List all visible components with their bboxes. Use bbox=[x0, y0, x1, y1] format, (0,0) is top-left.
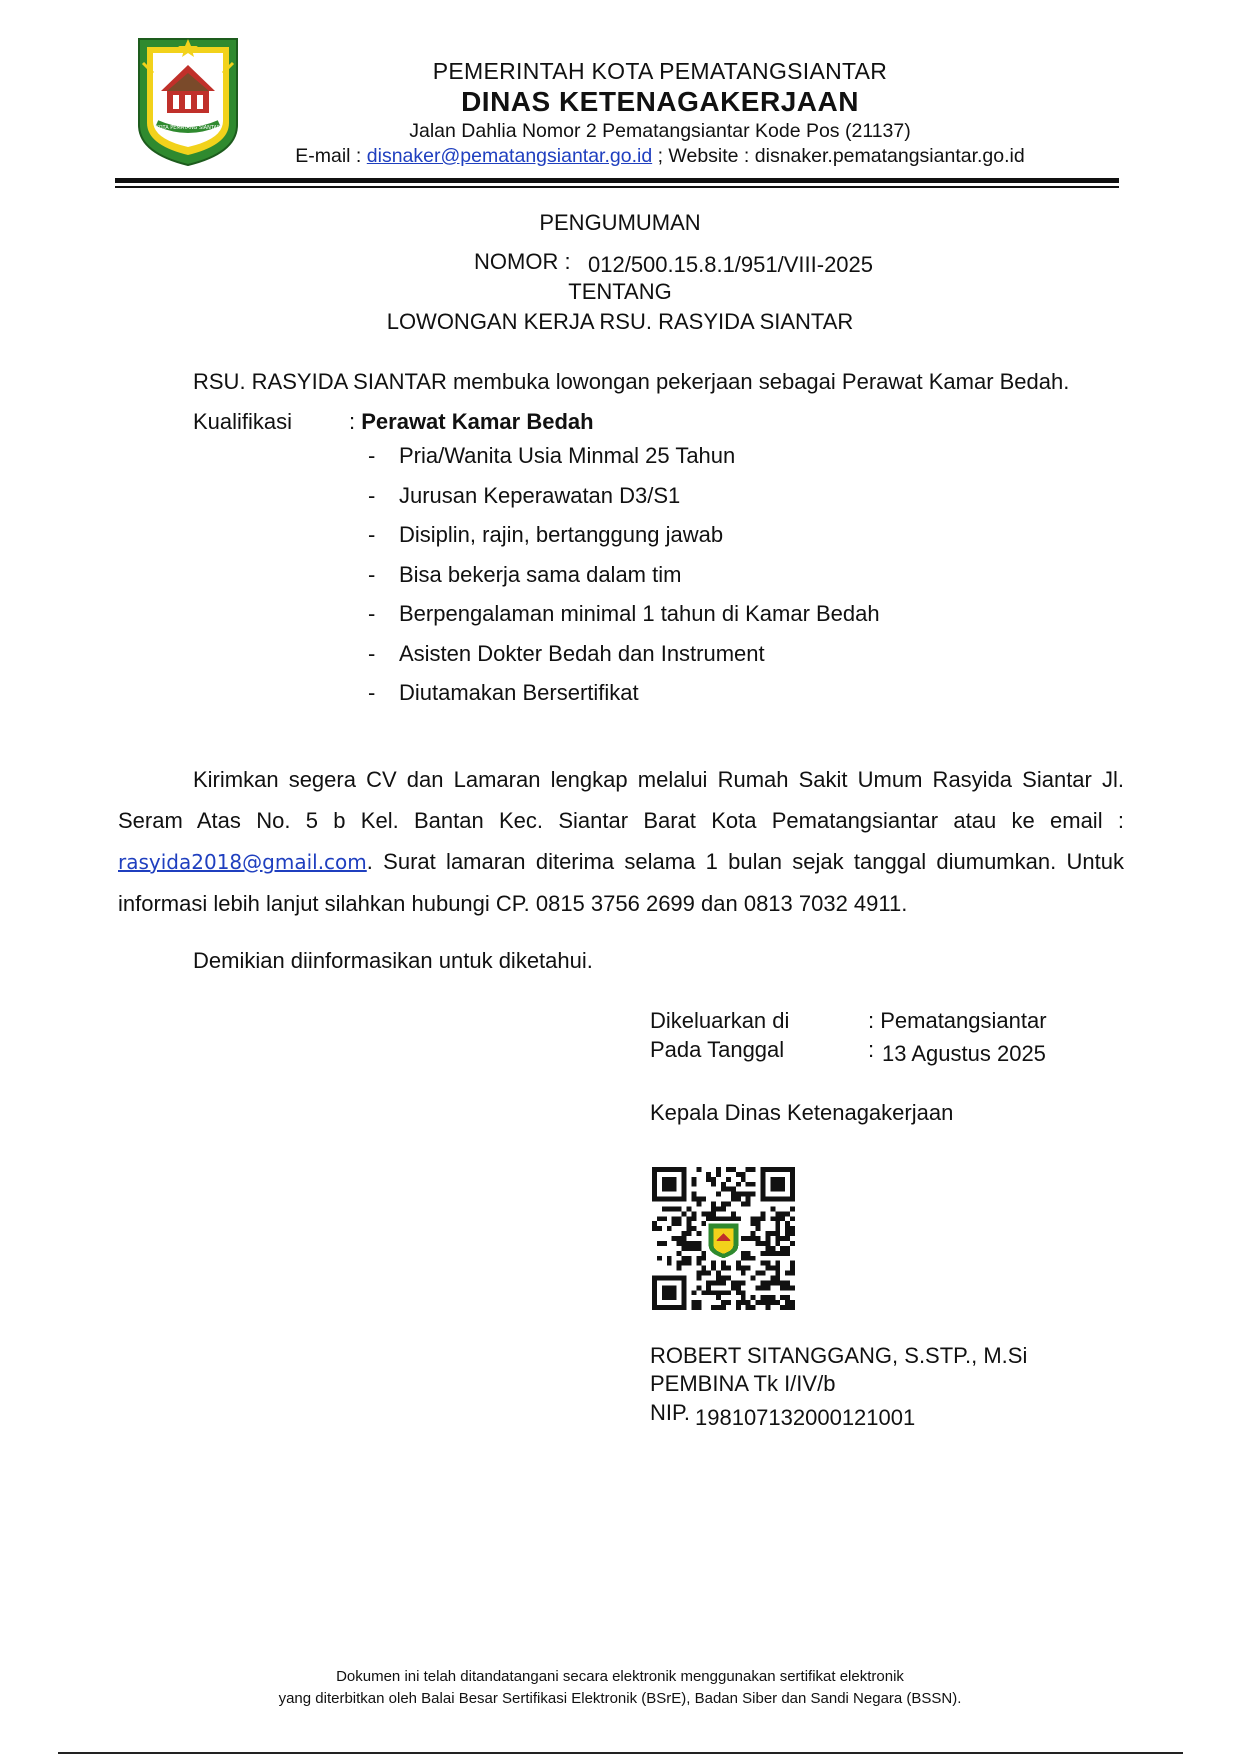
website-text: ; Website : disnaker.pematangsiantar.go.id bbox=[657, 145, 1025, 167]
date-colon: : bbox=[868, 1037, 875, 1062]
bullet-dash: - bbox=[368, 443, 376, 468]
signatory-nip: 198107132000121001 bbox=[695, 1405, 916, 1430]
bullet-dash: - bbox=[368, 482, 376, 508]
agency-address: Jalan Dahlia Nomor 2 Pematangsiantar Kode Pos (21137) bbox=[409, 120, 911, 142]
application-email-link[interactable]: rasyida2018@gmail.com bbox=[118, 850, 367, 874]
list-item bbox=[368, 483, 880, 523]
list-item bbox=[368, 641, 880, 681]
instructions-part1: Kirimkan segera CV dan Lamaran lengkap melalui Rumah Sakit Umum Rasyida Siantar Jl. Seram Atas No. 5 b Kel. Bantan Kec. Siantar Barat Kota Pematangsiantar atau ke email : bbox=[118, 767, 1124, 833]
bullet-dash: - bbox=[368, 522, 376, 547]
issued-at-label: Dikeluarkan di bbox=[650, 1008, 790, 1033]
issued-at-value: : Pematangsiantar bbox=[868, 1008, 1047, 1033]
contact-line bbox=[200, 145, 1120, 168]
requirement-text: Berpengalaman minimal 1 tahun di Kamar Bedah bbox=[399, 601, 880, 626]
list-item bbox=[368, 443, 880, 483]
list-item bbox=[368, 601, 880, 641]
list-item bbox=[368, 562, 880, 602]
signatory-rank: PEMBINA Tk I/IV/b bbox=[650, 1371, 836, 1396]
date-label: Pada Tanggal bbox=[650, 1037, 785, 1062]
issue-date: 13 Agustus 2025 bbox=[882, 1041, 1046, 1066]
bullet-dash: - bbox=[368, 680, 376, 705]
opening-sentence: RSU. RASYIDA SIANTAR membuka lowongan pekerjaan sebagai Perawat Kamar Bedah. bbox=[193, 369, 1070, 394]
bullet-dash: - bbox=[368, 601, 376, 626]
qualification-colon: : bbox=[349, 409, 362, 434]
qualification-value bbox=[349, 409, 594, 435]
signature-qr-code bbox=[652, 1167, 795, 1310]
agency-email-link[interactable]: disnaker@pematangsiantar.go.id bbox=[366, 145, 653, 167]
position-title: Perawat Kamar Bedah bbox=[361, 409, 594, 434]
footer-rule bbox=[58, 1752, 1183, 1754]
requirements-list bbox=[368, 443, 880, 720]
application-instructions bbox=[118, 759, 1124, 924]
list-item bbox=[368, 522, 880, 562]
bullet-dash: - bbox=[368, 561, 376, 587]
bullet-dash: - bbox=[368, 640, 376, 666]
closing-sentence: Demikian diinformasikan untuk diketahui. bbox=[193, 948, 593, 973]
requirement-text: Jurusan Keperawatan D3/S1 bbox=[399, 482, 681, 508]
announcement-title: PENGUMUMAN bbox=[539, 210, 701, 235]
number-label: NOMOR : bbox=[474, 249, 571, 274]
requirement-text: Bisa bekerja sama dalam tim bbox=[399, 561, 682, 587]
e-signature-notice-line2: yang diterbitkan oleh Balai Besar Sertifikasi Elektronik (BSrE), Badan Siber dan Sandi Negara (BSSN). bbox=[278, 1690, 962, 1707]
requirement-text: Asisten Dokter Bedah dan Instrument bbox=[399, 640, 765, 666]
agency-name: DINAS KETENAGAKERJAAN bbox=[461, 86, 859, 117]
requirement-text: Disiplin, rajin, bertanggung jawab bbox=[399, 522, 724, 547]
letterhead-rule-thin bbox=[115, 186, 1119, 188]
nip-label: NIP. bbox=[650, 1400, 690, 1425]
announcement-number: 012/500.15.8.1/951/VIII-2025 bbox=[588, 252, 874, 277]
letterhead-rule-thick bbox=[115, 178, 1119, 183]
emblem-caption: KOTA PEMATANG SIANTAR bbox=[155, 125, 221, 131]
requirement-text: Pria/Wanita Usia Minmal 25 Tahun bbox=[399, 443, 736, 468]
signatory-name: ROBERT SITANGGANG, S.STP., M.Si bbox=[650, 1343, 1028, 1368]
signatory-position: Kepala Dinas Ketenagakerjaan bbox=[650, 1100, 954, 1125]
government-name: PEMERINTAH KOTA PEMATANGSIANTAR bbox=[432, 58, 888, 84]
email-label: E-mail : bbox=[295, 145, 367, 167]
instructions-part2: . Surat lamaran diterima selama 1 bulan sejak tanggal diumumkan. Untuk informasi lebih lanjut silahkan hubungi CP. 0815 3756 2699 dan 0813 7032 4911. bbox=[118, 849, 1124, 916]
about-label: TENTANG bbox=[568, 279, 672, 304]
e-signature-notice-line1: Dokumen ini telah ditandatangani secara elektronik menggunakan sertifikat elektronik bbox=[336, 1668, 904, 1685]
requirement-text: Diutamakan Bersertifikat bbox=[399, 680, 639, 705]
list-item bbox=[368, 680, 880, 720]
qualification-label: Kualifikasi bbox=[193, 409, 293, 434]
announcement-subject: LOWONGAN KERJA RSU. RASYIDA SIANTAR bbox=[386, 309, 854, 334]
